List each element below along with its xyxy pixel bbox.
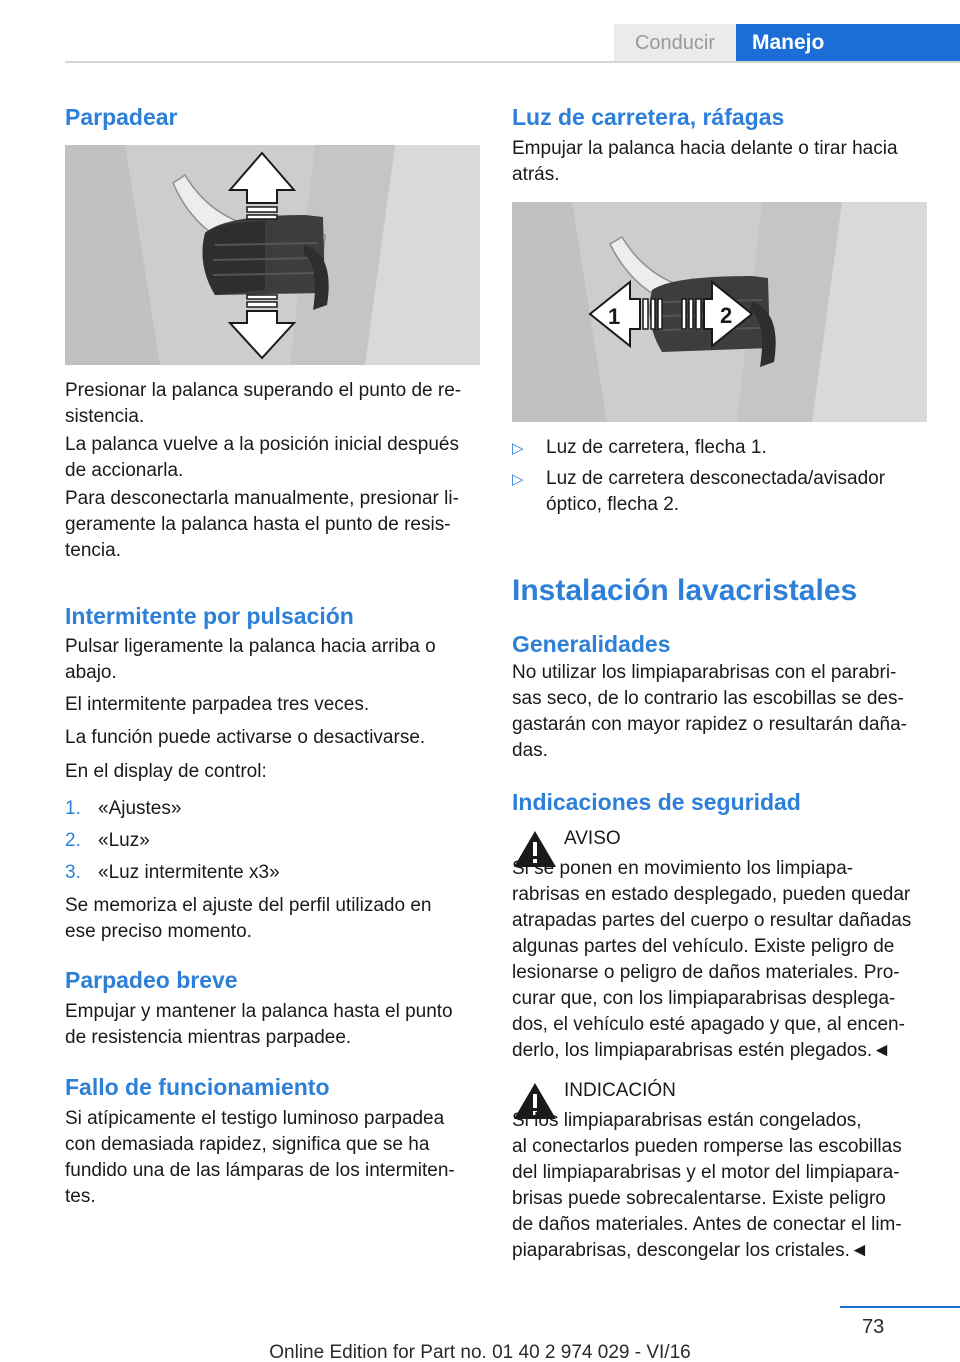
text-intermitente-5: Se memoriza el ajuste del perfil utilizado en ese preciso momento. (65, 895, 432, 942)
heading-instalacion: Instalación lavacristales (512, 574, 858, 607)
text-parpadear-3: Para desconectarla manualmente, presionar li‐ geramente la palanca hasta el punto de resis‐ tencia. (65, 488, 459, 561)
bullet-triangle-icon: ▷ (512, 471, 524, 488)
step-item: «Luz intermitente x3» (98, 862, 280, 883)
text-parpadeo-breve: Empujar y mantener la palanca hasta el punto de resistencia mientras parpadee. (65, 1001, 453, 1048)
text-intermitente-2: El intermitente parpadea tres veces. (65, 694, 370, 715)
text-intermitente-1: Pulsar ligeramente la palanca hacia arriba o abajo. (65, 636, 436, 683)
step-number: 3. (65, 862, 81, 883)
step-item: «Luz» (98, 830, 150, 851)
text-intermitente-4: En el display de control: (65, 761, 267, 782)
warning-text-aviso: Si se ponen en movimiento los limpiapa‐ rabrisas en estado desplegado, pueden quedar atrapadas partes del cuerpo o resultar dañadas algunas partes del vehículo. Existe peligro de lesionarse o peligro de daños materiales. Pro‐ curar que, con los limpiaparabrisas desplega‐ dos, el vehículo esté apagado y que, al encen‐ derlo, los limpiaparabrisas estén plegados.◄ (512, 858, 912, 1061)
step-number: 2. (65, 830, 81, 851)
warning-title-indicacion: INDICACIÓN (564, 1080, 676, 1101)
page-number: 73 (862, 1316, 885, 1338)
tab-manejo[interactable]: Manejo (736, 24, 960, 62)
footer-edition: Online Edition for Part no. 01 40 2 974 029 - VI/16 (269, 1342, 691, 1362)
header-divider (65, 61, 960, 63)
figure-high-beam-lever (512, 202, 927, 422)
bullet-triangle-icon: ▷ (512, 440, 524, 457)
step-item: «Ajustes» (98, 798, 182, 819)
heading-intermitente: Intermitente por pulsación (65, 603, 354, 629)
heading-luz-carretera: Luz de carretera, ráfagas (512, 104, 785, 130)
tab-conducir[interactable]: Conducir (614, 24, 736, 62)
text-intermitente-3: La función puede activarse o desactivarse. (65, 727, 426, 748)
text-fallo: Si atípicamente el testigo luminoso parpadea con demasiada rapidez, significa que se ha fundido una de las lámparas de los intermiten‐ tes. (65, 1108, 455, 1207)
heading-seguridad: Indicaciones de seguridad (512, 789, 801, 815)
high-beam-lever-illustration (512, 202, 927, 422)
heading-parpadeo-breve: Parpadeo breve (65, 967, 238, 993)
heading-generalidades: Generalidades (512, 631, 671, 657)
text-parpadear-2: La palanca vuelve a la posición inicial después de accionarla. (65, 434, 459, 481)
heading-fallo: Fallo de funcionamiento (65, 1074, 330, 1100)
arrow-label-2: 2 (720, 303, 733, 328)
text-luz-carretera: Empujar la palanca hacia delante o tirar hacia atrás. (512, 138, 898, 185)
figure-turn-signal-lever (65, 145, 480, 365)
text-parpadear-1: Presionar la palanca superando el punto de re‐ sistencia. (65, 380, 462, 427)
turn-signal-lever-illustration (65, 145, 480, 365)
footer-divider (840, 1306, 960, 1308)
heading-parpadear: Parpadear (65, 104, 178, 130)
arrow-label-1: 1 (608, 304, 621, 329)
step-number: 1. (65, 798, 81, 819)
bullet-item: Luz de carretera desconectada/avisador óptico, flecha 2. (546, 468, 886, 515)
bullet-item: Luz de carretera, flecha 1. (546, 437, 767, 458)
warning-title-aviso: AVISO (564, 828, 621, 849)
text-generalidades: No utilizar los limpiaparabrisas con el parabri‐ sas seco, de lo contrario las escobillas se des‐ gastarán con mayor rapidez o resultarán daña‐ das. (512, 662, 908, 761)
warning-text-indicacion: Si los limpiaparabrisas están congelados, al conectarlos pueden romperse las escobillas del limpiaparabrisas y el motor del limpiapara‐ brisas puede sobrecalentarse. Existe peligro de daños materiales. Antes de conectar el lim‐ piaparabrisas, descongelar los cristales.◄ (512, 1110, 902, 1261)
